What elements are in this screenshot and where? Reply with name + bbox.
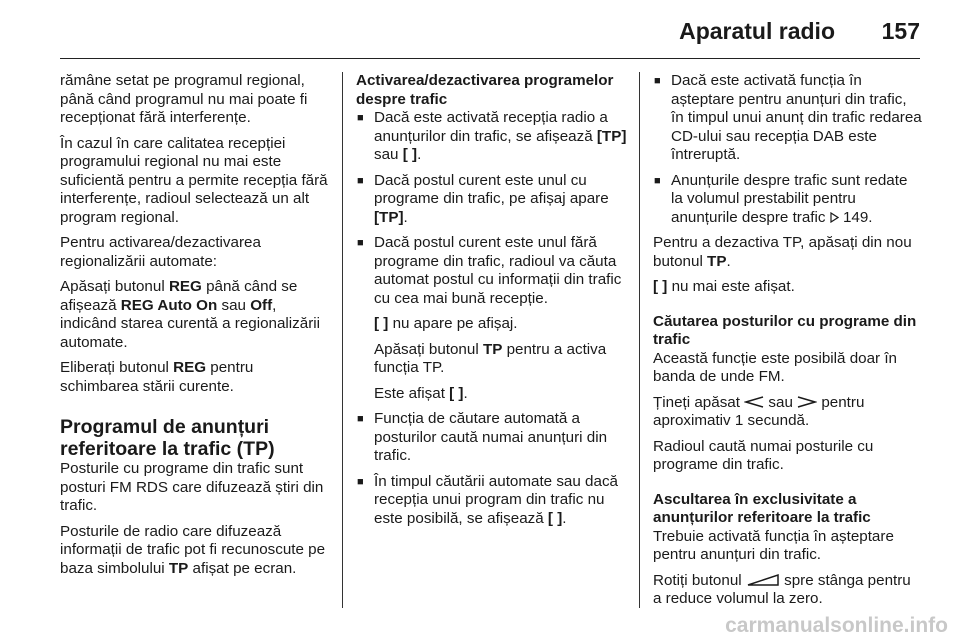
indented-text: Apăsați butonul TP pentru a activa funcția TP. — [374, 340, 607, 376]
paragraph: rămâne setat pe programul regional, până când programul nu mai poate fi recepționat fără interferențe. — [60, 72, 308, 126]
page-reference-arrow-icon — [830, 212, 839, 223]
bullet-item: ■ Anunțurile despre trafic sunt redate la volumul prestabilit pentru anunțurile despre trafic 149. — [653, 172, 923, 228]
subheading-activation: Activarea/dezactivarea programelor despre trafic — [356, 72, 614, 108]
paragraph: Apăsați butonul REG până când se afișează REG Auto On sau Off, indicând starea curentă a regionalizării automate. — [60, 278, 321, 351]
paragraph: Posturile de radio care difuzează informații de trafic pot fi recunoscute pe baza simbolului TP afișat pe ecran. — [60, 522, 326, 577]
subheading-exclusive: Ascultarea în exclusivitate a anunțurilor referitoare la trafic — [653, 490, 871, 526]
watermark: carmanualsonline.info — [725, 614, 948, 637]
column-2 — [356, 72, 628, 535]
seek-right-icon — [797, 396, 817, 408]
bullet-item: ■ În timpul căutării automate sau dacă recepția unui program din trafic nu este posibilă, se afișează [ ]. — [356, 473, 628, 529]
bullet-item: ■ Dacă postul curent este unul cu programe din trafic, pe afișaj apare [TP]. — [356, 172, 628, 228]
paragraph: Pentru activarea/dezactivarea regionalizării automate: — [60, 234, 261, 270]
bullet-item: ■ Funcția de căutare automată a posturilor caută numai anunțuri din trafic. — [356, 410, 628, 466]
indented-text: [ ] nu apare pe afișaj. — [374, 315, 518, 332]
paragraph: Pentru a dezactiva TP, apăsați din nou butonul TP. — [653, 234, 912, 270]
paragraph: [ ] nu mai este afișat. — [653, 278, 795, 295]
seek-left-icon — [744, 396, 764, 408]
paragraph: Această funcție este posibilă doar în banda de unde FM. — [653, 349, 897, 385]
page-number: 157 — [881, 18, 920, 44]
page-header — [0, 0, 960, 60]
column-divider-1 — [342, 72, 343, 608]
section-heading-tp: Programul de anunțuri referitoare la trafic (TP) — [60, 416, 275, 460]
header-title: Aparatul radio — [679, 18, 835, 44]
header-rule — [60, 58, 920, 59]
paragraph: Eliberați butonul REG pentru schimbarea stării curente. — [60, 359, 254, 395]
bullet-item: ■ Dacă postul curent este unul fără programe din trafic, radioul va căuta automat postul cu informații din trafic cu cea mai bună recepție. — [356, 234, 628, 308]
paragraph: Radioul caută numai posturile cu programe din trafic. — [653, 437, 874, 473]
paragraph: Rotiți butonul spre stânga pentru a reduce volumul la zero. — [653, 571, 911, 607]
paragraph: Trebuie activată funcția în așteptare pentru anunțuri din trafic. — [653, 527, 894, 563]
subheading-search: Căutarea posturilor cu programe din trafic — [653, 312, 917, 348]
column-divider-2 — [639, 72, 640, 608]
paragraph: Posturile cu programe din trafic sunt posturi FM RDS care difuzează știri din trafic. — [60, 460, 324, 514]
indented-text: Este afișat [ ]. — [374, 384, 468, 402]
paragraph: În cazul în care calitatea recepției programului regional nu mai este suficientă pentru a permite recepția fără interferențe, radioul selectează un alt program regional. — [60, 134, 328, 226]
column-3 — [653, 72, 923, 616]
bullet-item: ■ Dacă este activată recepția radio a anunțurilor din trafic, se afișează [TP] sau [ ]. — [356, 109, 628, 165]
bullet-item: ■ Dacă este activată funcția în așteptare pentru anunțuri din trafic, în timpul unui anunț din trafic redarea CD-ului sau recepția DAB este întreruptă. — [653, 72, 923, 165]
paragraph: Țineți apăsat sau pentru aproximativ 1 secundă. — [653, 393, 865, 429]
volume-knob-icon — [746, 573, 780, 587]
column-1 — [60, 72, 332, 585]
